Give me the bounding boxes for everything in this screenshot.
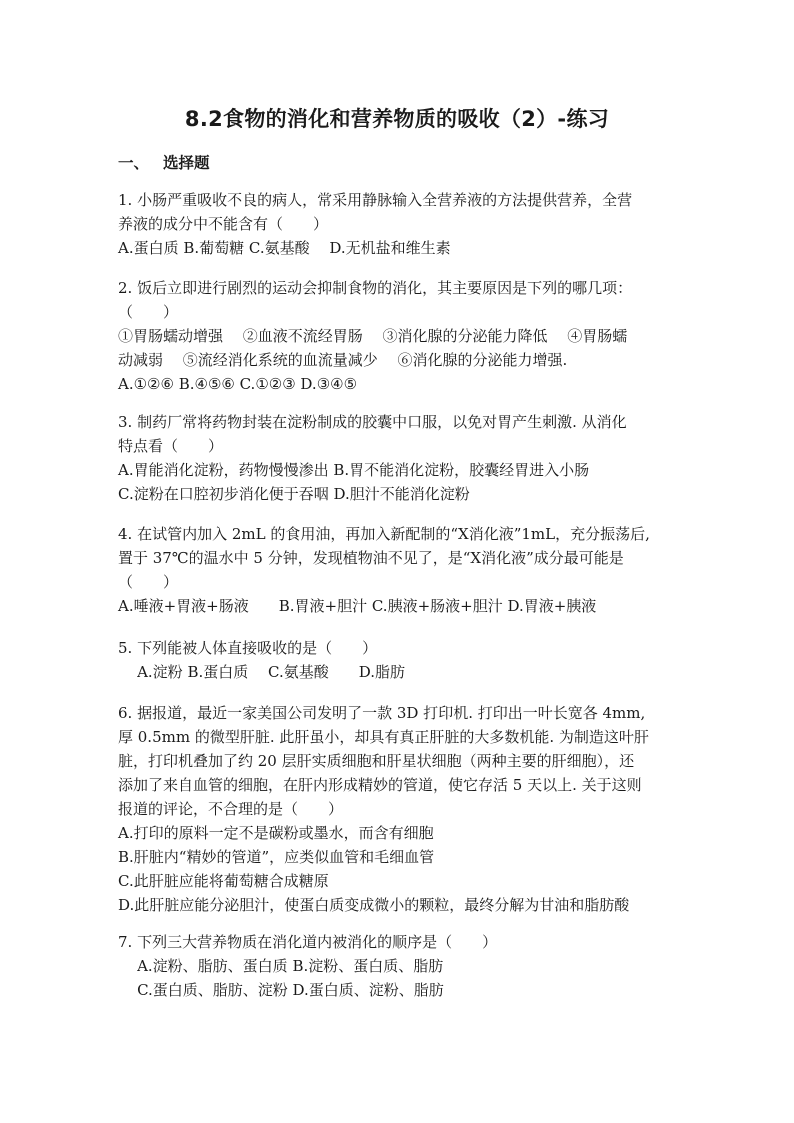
answer-options: A.胃能消化淀粉，药物慢慢渗出 B.胃不能消化淀粉，胶囊经胃进入小肠: [118, 461, 590, 479]
question-line: 3. 制药厂常将药物封装在淀粉制成的胶囊中口服，以免对胃产生刺激. 从消化: [118, 413, 627, 431]
question-line: 6. 据报道，最近一家美国公司发明了一款 3D 打印机. 打印出一叶长宽各 4mm,: [118, 704, 646, 722]
question-6: [118, 701, 678, 917]
question-line: 特点看（ ）: [118, 437, 224, 455]
question-4: [118, 522, 678, 618]
page-title: 8.2食物的消化和营养物质的吸收（2）-练习: [184, 107, 610, 131]
section-number: 一、: [118, 154, 150, 172]
answer-options: A.唾液+胃液+肠液 B.胃液+胆汁 C.胰液+肠液+胆汁 D.胃液+胰液: [118, 597, 597, 615]
question-line: 1. 小肠严重吸收不良的病人，常采用静脉输入全营养液的方法提供营养，全营: [118, 191, 633, 209]
answer-options: A.①②⑥ B.④⑤⑥ C.①②③ D.③④⑤: [118, 375, 358, 393]
answer-option-a: A.打印的原料一定不是碳粉或墨水，而含有细胞: [118, 824, 434, 842]
section-label: 选择题: [163, 154, 210, 172]
question-line: 养液的成分中不能含有（ ）: [118, 215, 329, 233]
question-line: ①胃肠蠕动增强 ②血液不流经胃肠 ③消化腺的分泌能力降低 ④胃肠蠕: [118, 327, 628, 345]
question-line: 7. 下列三大营养物质在消化道内被消化的顺序是（ ）: [118, 933, 498, 951]
question-line: 厚 0.5mm 的微型肝脏. 此肝虽小，却具有真正肝脏的大多数机能. 为制造这叶肝: [118, 728, 649, 746]
question-line: 动减弱 ⑤流经消化系统的血流量减少 ⑥消化腺的分泌能力增强.: [118, 351, 568, 369]
answer-option-c: C.此肝脏应能将葡萄糖合成糖原: [118, 872, 329, 890]
question-line: （ ）: [118, 303, 179, 321]
answer-options: A.蛋白质 B.葡萄糖 C.氨基酸 D.无机盐和维生素: [118, 239, 451, 257]
question-7: [118, 930, 678, 1002]
section-heading: [118, 152, 210, 174]
question-line: 5. 下列能被人体直接吸收的是（ ）: [118, 639, 378, 657]
answer-option-b: B.肝脏内“精妙的管道”，应类似血管和毛细血管: [118, 848, 435, 866]
question-line: 置于 37℃的温水中 5 分钟，发现植物油不见了，是“X消化液”成分最可能是: [118, 549, 624, 567]
question-line: 4. 在试管内加入 2mL 的食用油，再加入新配制的“X消化液”1mL，充分振荡后,: [118, 525, 650, 543]
answer-option-d: D.此肝脏应能分泌胆汁，使蛋白质变成微小的颗粒，最终分解为甘油和脂肪酸: [118, 896, 630, 914]
answer-options: A.淀粉 B.蛋白质 C.氨基酸 D.脂肪: [118, 663, 405, 681]
question-line: 脏，打印机叠加了约 20 层肝实质细胞和肝星状细胞（两种主要的肝细胞），还: [118, 752, 635, 770]
question-1: [118, 188, 678, 260]
question-line: 2. 饭后立即进行剧烈的运动会抑制食物的消化，其主要原因是下列的哪几项：: [118, 279, 633, 297]
answer-options: C.淀粉在口腔初步消化便于吞咽 D.胆汁不能消化淀粉: [118, 485, 470, 503]
answer-options: A.淀粉、脂肪、蛋白质 B.淀粉、蛋白质、脂肪: [118, 957, 444, 975]
answer-options: C.蛋白质、脂肪、淀粉 D.蛋白质、淀粉、脂肪: [118, 981, 444, 999]
question-5: [118, 636, 678, 684]
question-line: 添加了来自血管的细胞，在肝内形成精妙的管道，使它存活 5 天以上. 关于这则: [118, 776, 642, 794]
question-line: 报道的评论，不合理的是（ ）: [118, 800, 344, 818]
question-2: [118, 276, 678, 396]
question-line: （ ）: [118, 573, 179, 591]
question-3: [118, 410, 678, 506]
